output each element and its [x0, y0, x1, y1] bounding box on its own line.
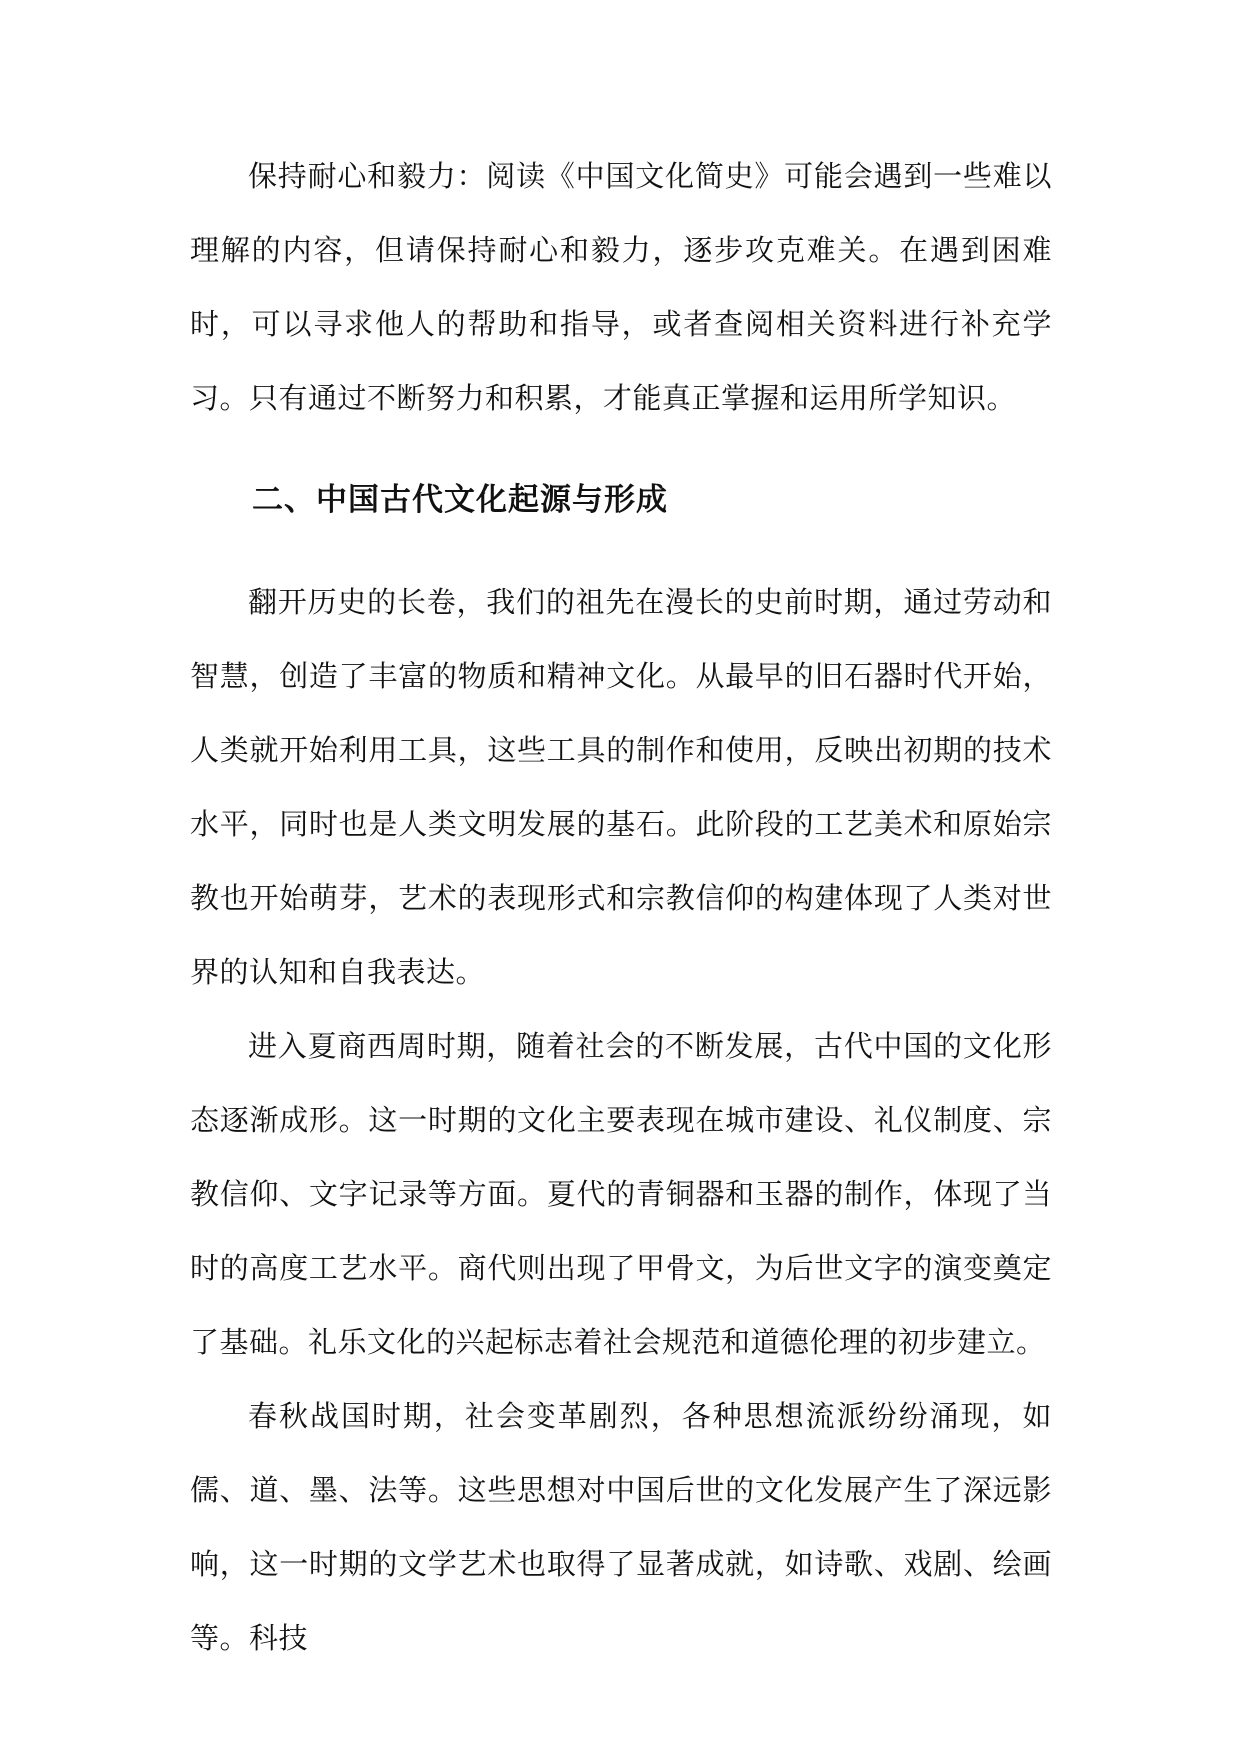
paragraph-prehistory: 翻开历史的长卷，我们的祖先在漫长的史前时期，通过劳动和智慧，创造了丰富的物质和精神文化。从最早的旧石器时代开始，人类就开始利用工具，这些工具的制作和使用，反映出初期的技术水平，同时也是人类文明发展的基石。此阶段的工艺美术和原始宗教也开始萌芽，艺术的表现形式和宗教信仰的构建体现了人类对世界的认知和自我表达。 [190, 585, 1052, 989]
paragraph-spring-autumn: 春秋战国时期，社会变革剧烈，各种思想流派纷纷涌现，如儒、道、墨、法等。这些思想对中国后世的文化发展产生了深远影响，这一时期的文学艺术也取得了显著成就，如诗歌、戏剧、绘画等。科技 [190, 1399, 1052, 1655]
section-heading: 二、中国古代文化起源与形成 [252, 482, 668, 518]
document-body [190, 139, 1052, 1675]
paragraph-xia-shang-zhou: 进入夏商西周时期，随着社会的不断发展，古代中国的文化形态逐渐成形。这一时期的文化主要表现在城市建设、礼仪制度、宗教信仰、文字记录等方面。夏代的青铜器和玉器的制作，体现了当时的高度工艺水平。商代则出现了甲骨文，为后世文字的演变奠定了基础。礼乐文化的兴起标志着社会规范和道德伦理的初步建立。 [190, 1029, 1052, 1359]
paragraph-patience: 保持耐心和毅力：阅读《中国文化简史》可能会遇到一些难以理解的内容，但请保持耐心和毅力，逐步攻克难关。在遇到困难时，可以寻求他人的帮助和指导，或者查阅相关资料进行补充学习。只有通过不断努力和积累，才能真正掌握和运用所学知识。 [190, 159, 1052, 415]
